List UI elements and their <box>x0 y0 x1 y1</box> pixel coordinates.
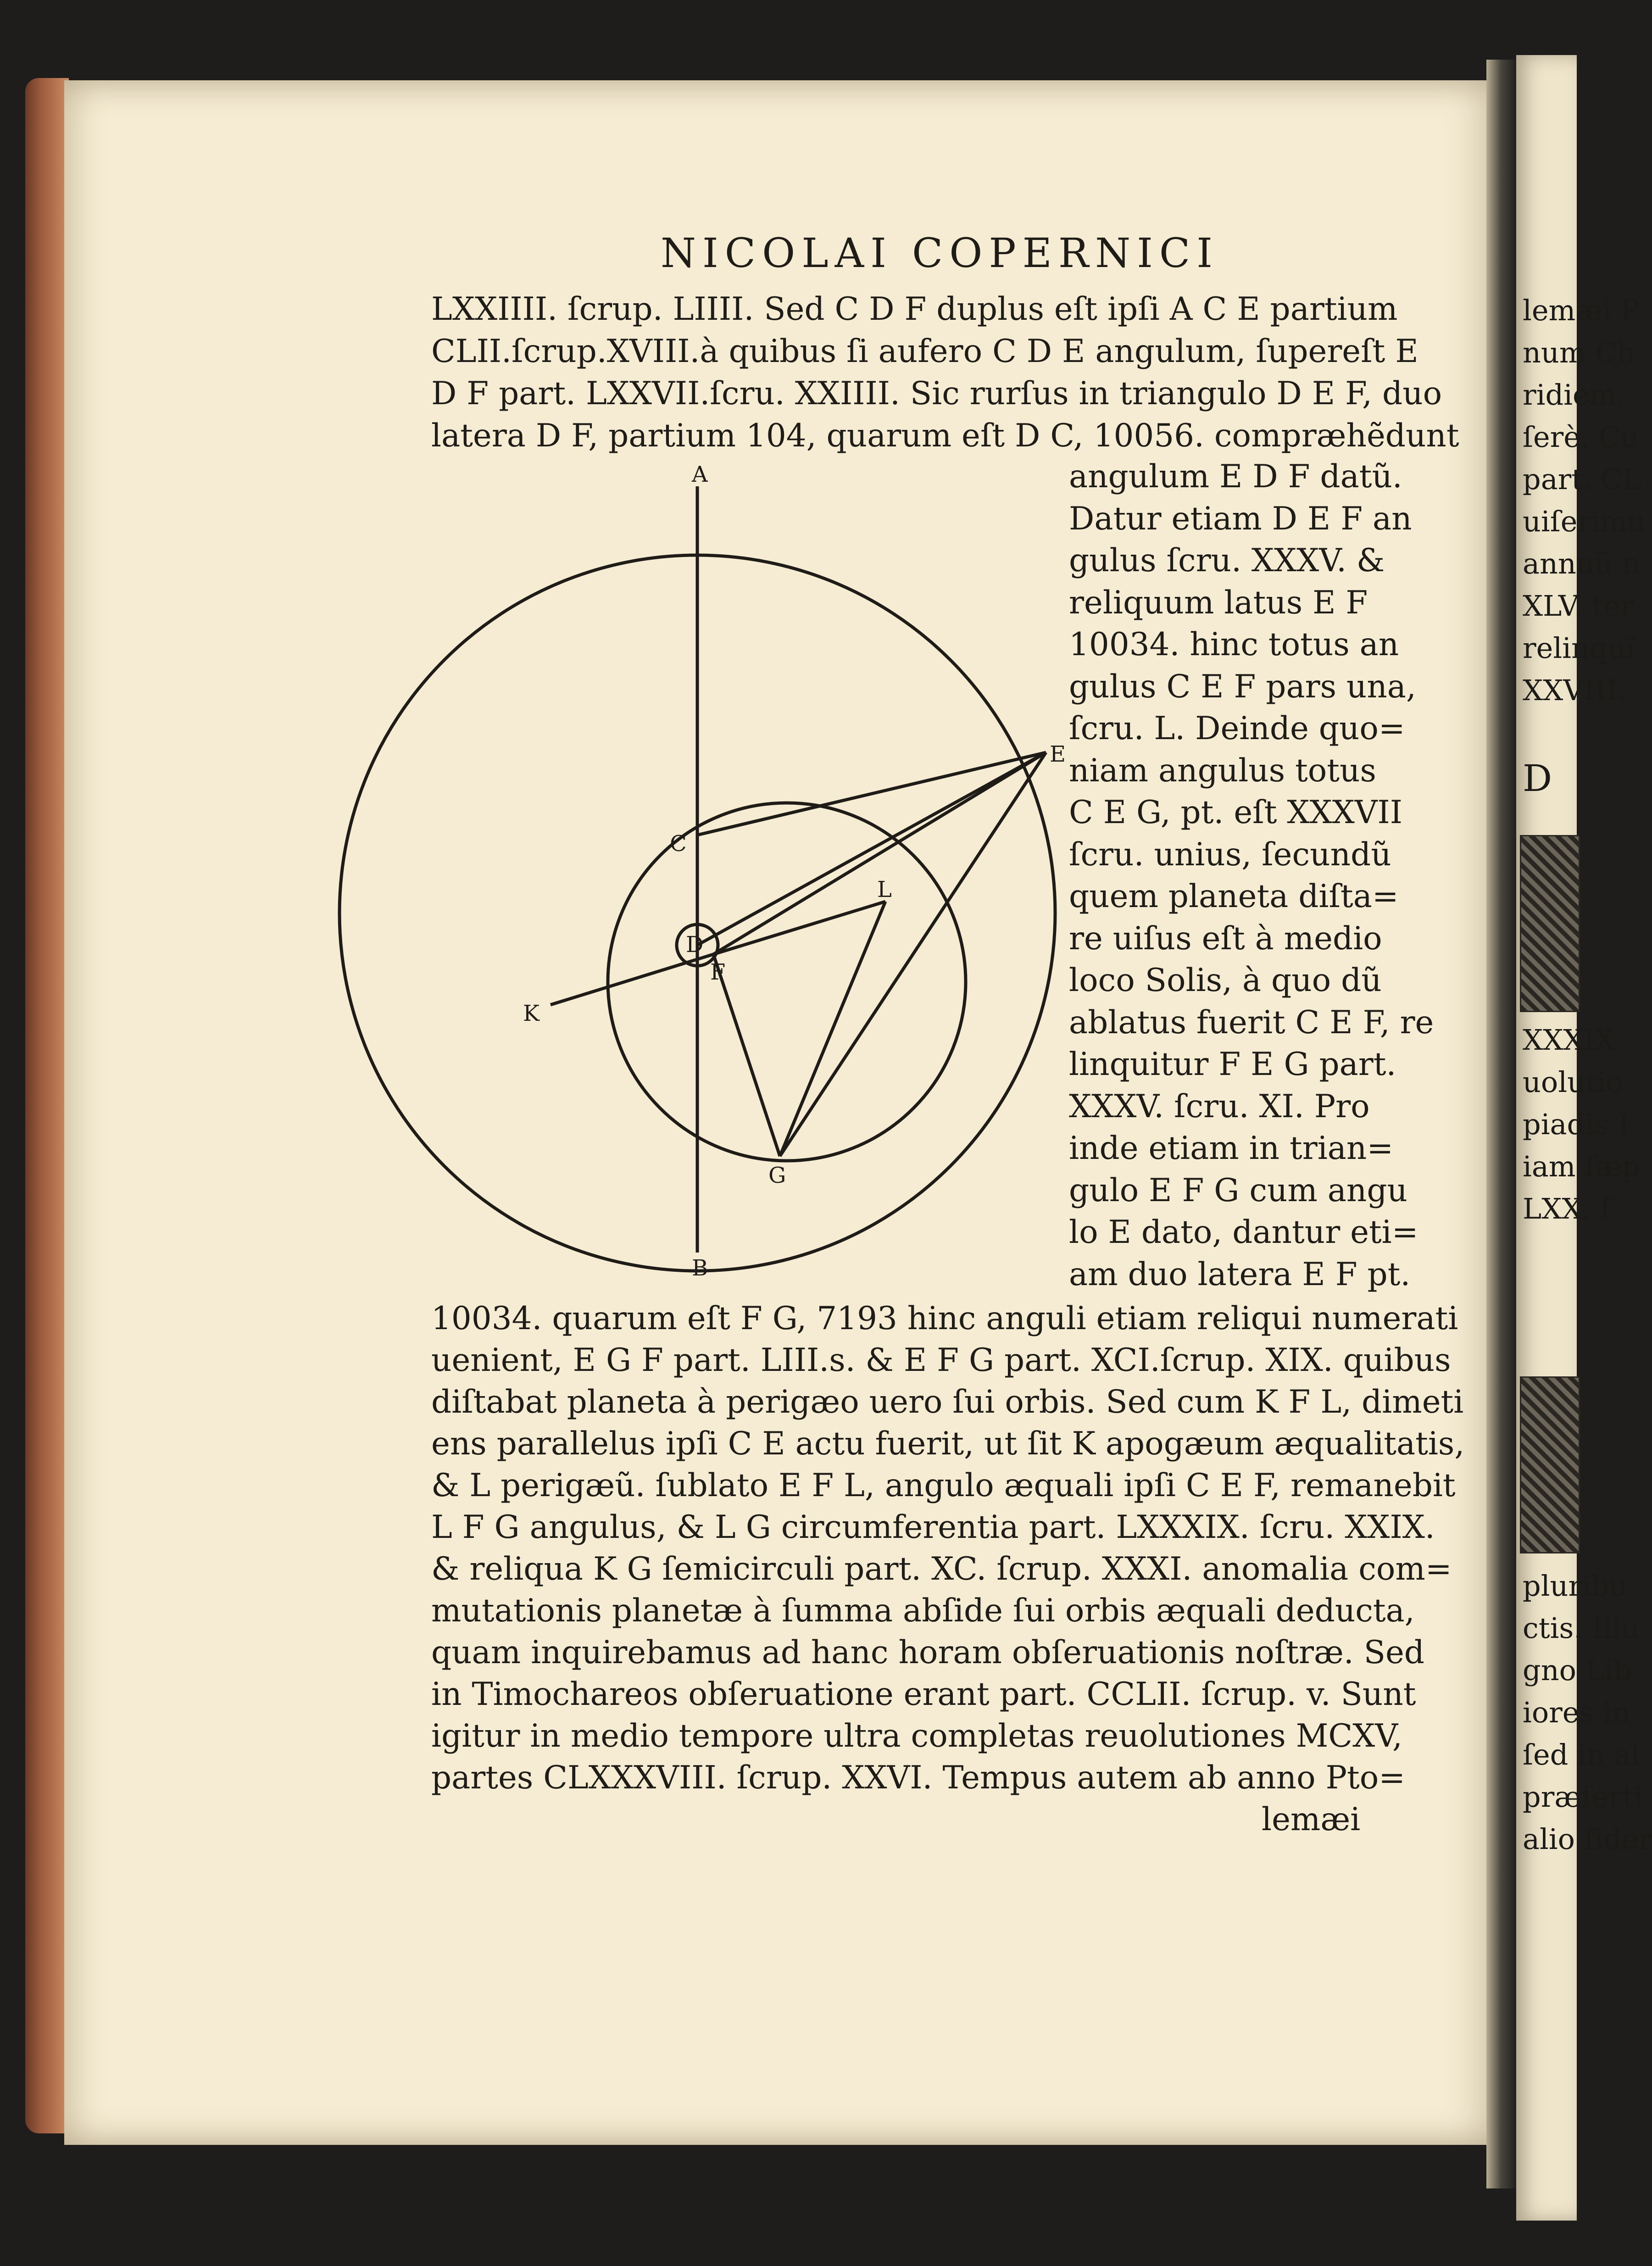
text-line: gulus ſcru. XXXV. & <box>1069 542 1385 579</box>
facing-text-line: XXVIII. <box>1523 674 1627 707</box>
text-line: igitur in medio tempore ultra completas reuolutiones MCXV, <box>431 1718 1402 1754</box>
facing-text-line: num Ch <box>1523 336 1635 369</box>
facing-text-line: ridiem, <box>1523 378 1626 412</box>
text-line: linquitur F E G part. <box>1069 1046 1396 1083</box>
line-k-f <box>551 954 713 1005</box>
text-line: & L perigæũ. ſublato E F L, angulo æquali ipſi C E F, remanebit <box>431 1467 1456 1504</box>
text-line: reliquum latus E F <box>1069 584 1368 621</box>
facing-text-line: piadis I <box>1523 1108 1630 1141</box>
text-line: & reliqua K G ſemicirculi part. XC. ſcrup. XXXI. anomalia com= <box>431 1551 1452 1587</box>
label-l: L <box>877 877 892 902</box>
text-line: in Timochareos obſeruatione erant part. CCLII. ſcrup. v. Sunt <box>431 1676 1416 1713</box>
diagram-svg <box>321 462 1101 1281</box>
text-line: XXXV. ſcru. XI. Pro <box>1069 1088 1370 1125</box>
geometric-diagram <box>321 462 1101 1281</box>
label-a: A <box>692 462 708 487</box>
label-e: E <box>1050 741 1066 767</box>
facing-text-line: annuũ n <box>1523 547 1641 580</box>
facing-text-line: iores in <box>1523 1696 1630 1729</box>
text-line: uenient, E G F part. LIII.s. & E F G part. XCI.ſcrup. XIX. quibus <box>431 1342 1451 1379</box>
text-line: re uiſus eſt à medio <box>1069 920 1382 957</box>
facing-initial-letter: D <box>1523 757 1552 800</box>
page-edge <box>25 78 69 2133</box>
facing-text-line: pluribu <box>1523 1569 1628 1603</box>
facing-text-line: part. CL <box>1523 462 1642 496</box>
text-line: ablatus fuerit C E F, re <box>1069 1004 1434 1041</box>
text-line: D F part. LXXVII.ſcru. XXIIII. Sic rurſus in triangulo D E F, duo <box>431 375 1442 412</box>
decorated-initial-c <box>1520 1376 1580 1553</box>
line-e-f <box>713 752 1046 954</box>
text-line: inde etiam in trian= <box>1069 1130 1394 1167</box>
label-c: C <box>670 831 687 857</box>
book-gutter <box>1486 60 1519 2188</box>
facing-text-line: uiſerimu <box>1523 505 1646 538</box>
facing-page <box>1516 55 1652 2221</box>
facing-text-line: alio ſider <box>1523 1822 1652 1856</box>
text-line: gulo E F G cum angu <box>1069 1172 1407 1209</box>
line-l-g <box>780 902 885 1156</box>
label-g: G <box>768 1163 786 1188</box>
text-line: ens parallelus ipſi C E actu fuerit, ut ſit K apogæum æqualitatis, <box>431 1425 1465 1462</box>
text-line: 10034. hinc totus an <box>1069 626 1399 663</box>
text-line: 10034. quarum eſt F G, 7193 hinc anguli etiam reliqui numerati <box>431 1300 1458 1337</box>
line-e-d <box>697 752 1046 945</box>
text-line: niam angulus totus <box>1069 752 1376 789</box>
facing-text-line: iam ſæp <box>1523 1150 1641 1183</box>
text-line: quem planeta diſta= <box>1069 878 1399 915</box>
text-line: ſcru. unius, ſecundũ <box>1069 836 1391 873</box>
facing-text-line: lemæi P <box>1523 294 1640 327</box>
facing-text-line: LXX. ſ <box>1523 1192 1611 1225</box>
text-line: diſtabat planeta à perigæo uero ſui orbis. Sed cum K F L, dimeti <box>431 1384 1464 1420</box>
facing-text-line: uolutio <box>1523 1065 1624 1099</box>
text-line: lemæi <box>1262 1801 1361 1838</box>
line-f-l <box>713 902 885 954</box>
text-line: gulus C E F pars una, <box>1069 668 1416 705</box>
text-line: lo E dato, dantur eti= <box>1069 1214 1418 1251</box>
facing-text-line: XXXIX <box>1523 1023 1615 1057</box>
text-line: C E G, pt. eſt XXXVII <box>1069 794 1403 831</box>
facing-text-line: ſed in al <box>1523 1738 1640 1771</box>
epicycle-circle <box>608 803 966 1161</box>
label-d: D <box>686 932 704 958</box>
text-line: partes CLXXXVIII. ſcrup. XXVI. Tempus autem ab anno Pto= <box>431 1759 1406 1796</box>
label-f: F <box>710 959 726 985</box>
label-k: K <box>523 1001 540 1026</box>
text-line: am duo latera E F pt. <box>1069 1256 1411 1293</box>
decorated-initial-s <box>1520 835 1580 1012</box>
text-line: angulum E D F datũ. <box>1069 458 1402 495</box>
facing-text-line: ſerè. Cu <box>1523 420 1639 454</box>
facing-text-line: ctis. Illu <box>1523 1611 1640 1645</box>
facing-text-line: gno Lib <box>1523 1654 1632 1687</box>
facing-text-line: XLV. ter <box>1523 589 1634 623</box>
text-line: mutationis planetæ à ſumma abſide ſui orbis æquali deducta, <box>431 1592 1415 1629</box>
text-line: quam inquirebamus ad hanc horam obſeruationis noſtræ. Sed <box>431 1634 1424 1671</box>
text-line: loco Solis, à quo dũ <box>1069 962 1382 999</box>
text-line: CLII.ſcrup.XVIII.à quibus ſi aufero C D E angulum, ſupereſt E <box>431 333 1418 370</box>
running-head: NICOLAI COPERNICI <box>661 229 1219 277</box>
facing-text-line: præſerti <box>1523 1780 1643 1814</box>
label-b: B <box>692 1255 708 1281</box>
text-line: ſcru. L. Deinde quo= <box>1069 710 1405 747</box>
text-line: latera D F, partium 104, quarum eſt D C, 10056. compræhẽdunt <box>431 418 1459 454</box>
facing-text-line: relinquĩ <box>1523 631 1635 665</box>
text-line: LXXIIII. ſcrup. LIIII. Sed C D F duplus eſt ipſi A C E partium <box>431 291 1398 328</box>
text-line: L F G angulus, & L G circumferentia part. LXXXIX. ſcru. XXIX. <box>431 1509 1435 1546</box>
text-line: Datur etiam D E F an <box>1069 500 1412 537</box>
